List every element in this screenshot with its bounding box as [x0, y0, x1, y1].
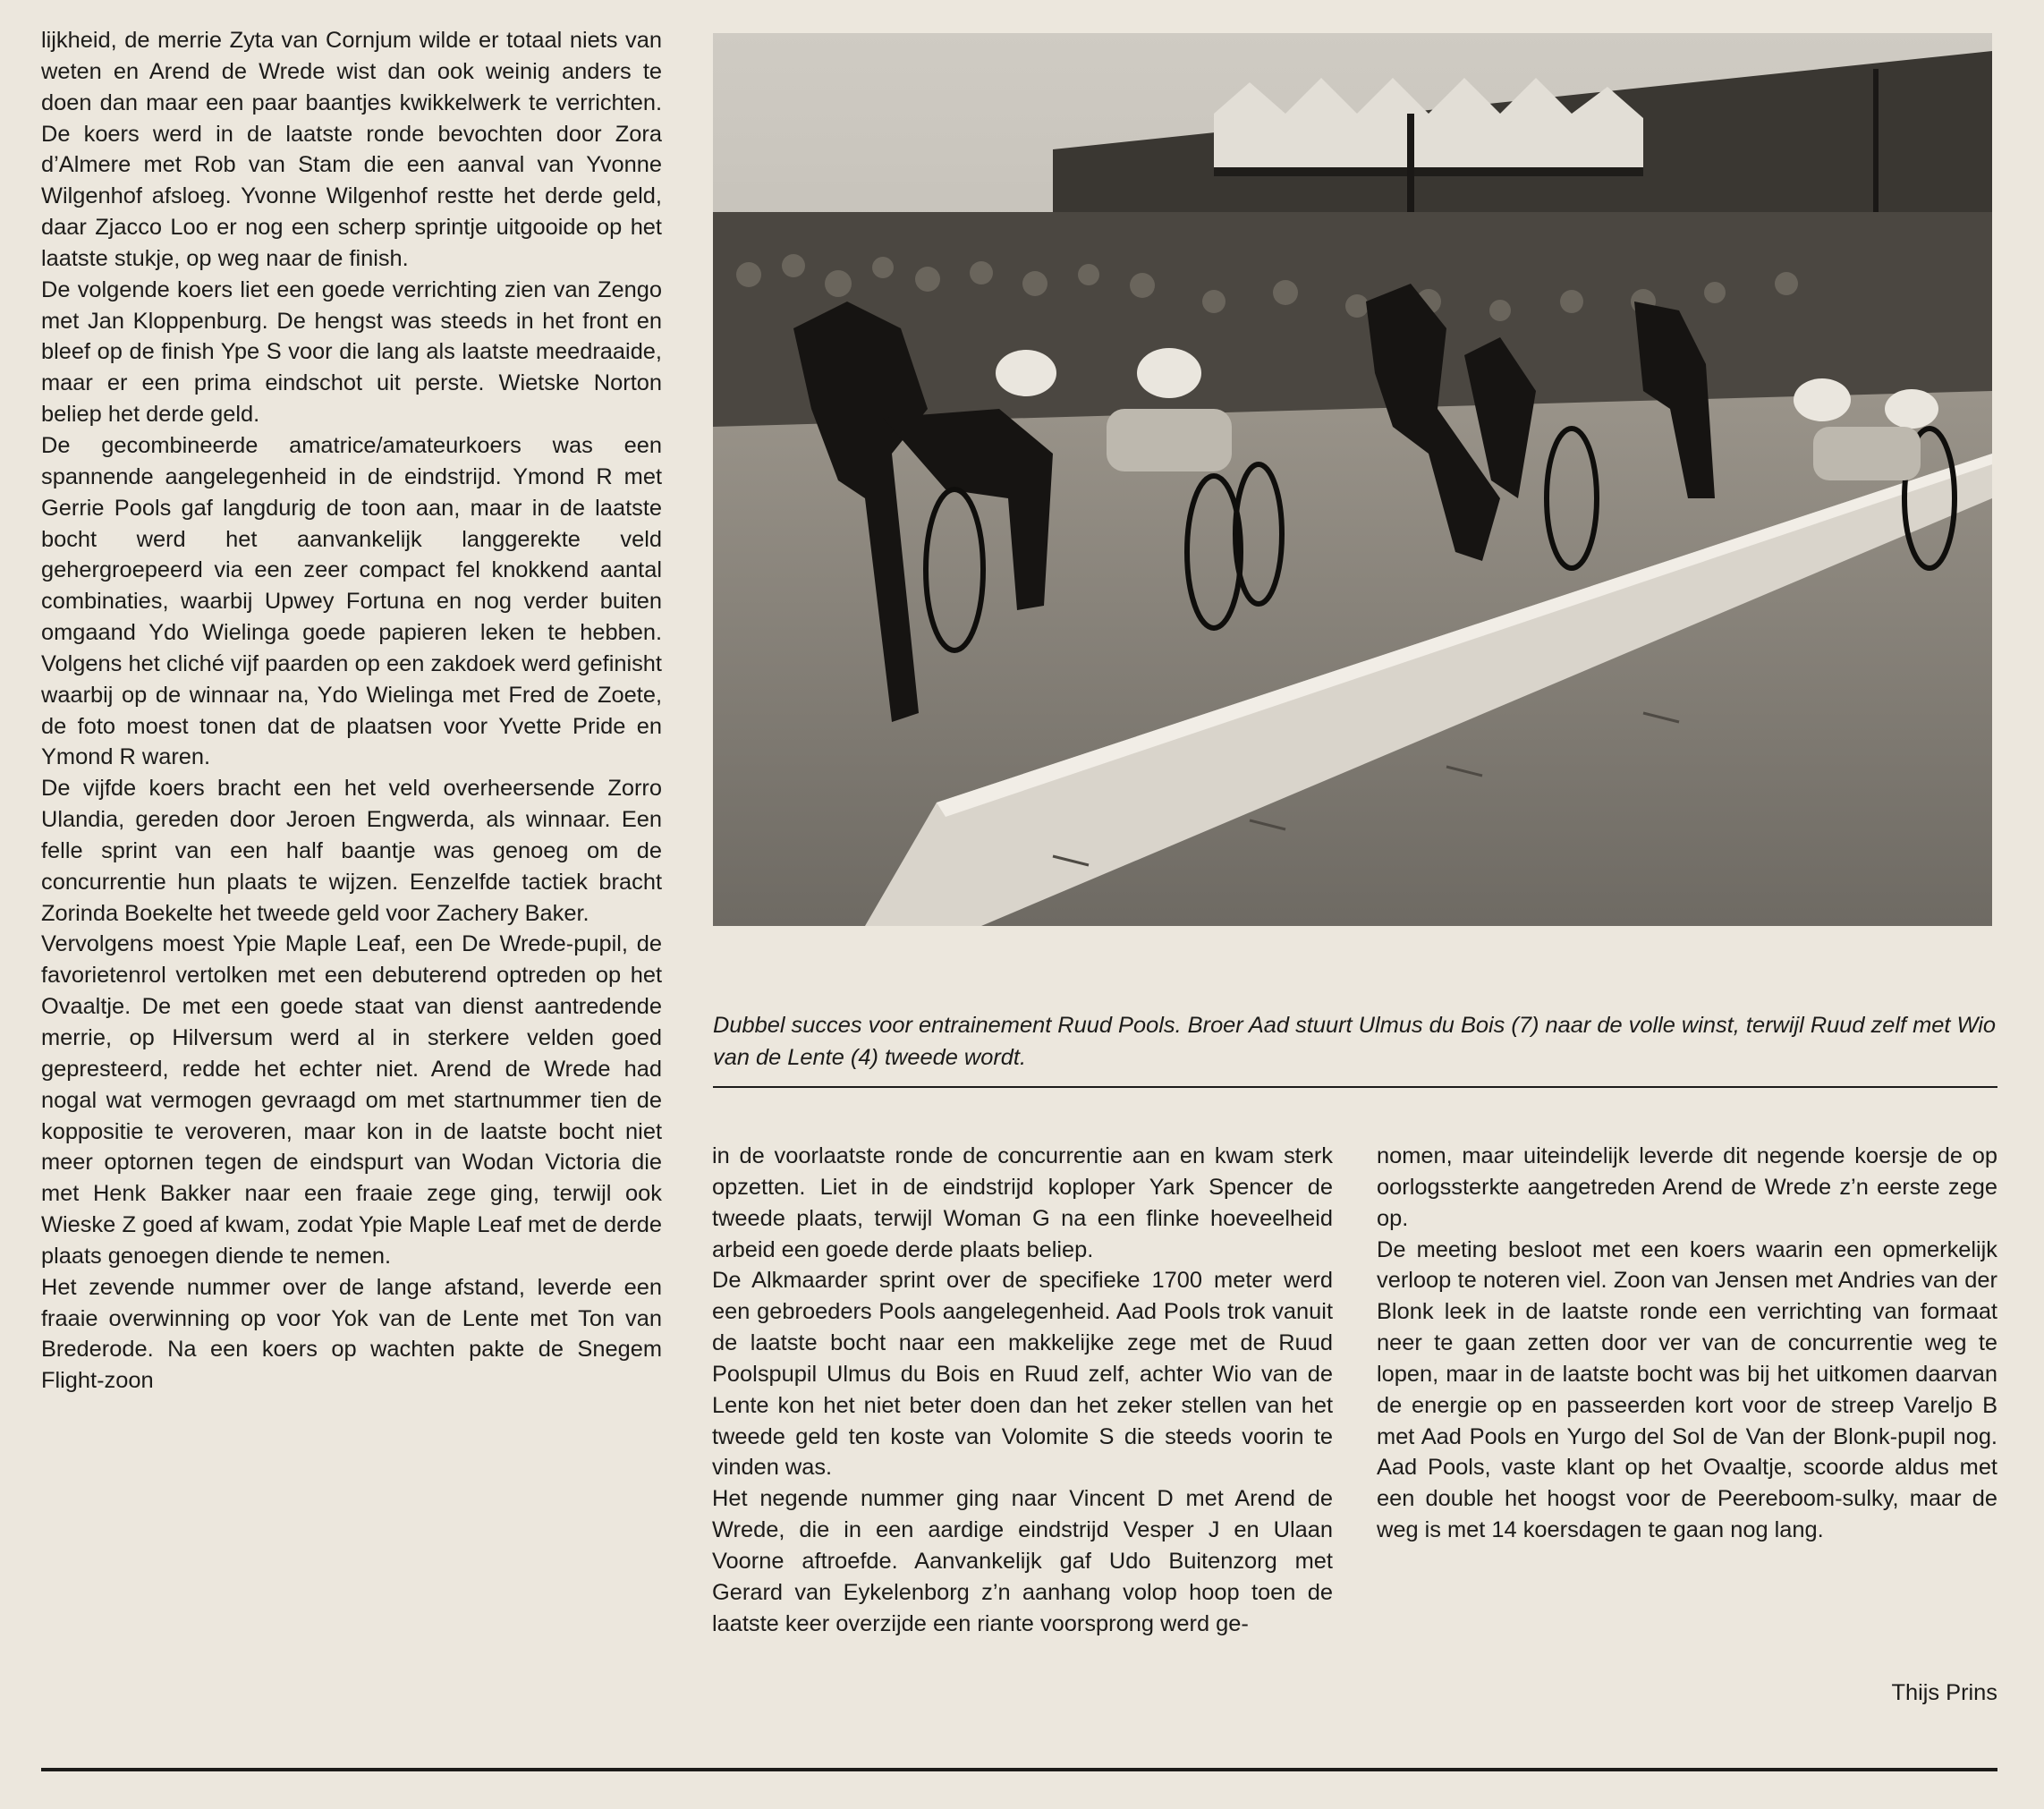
paragraph: De volgende koers liet een goede verrichting zien van Zengo met Jan Kloppenburg. De hengst was steeds in het front en bleef op de finish Ype S voor die lang als laatste meedraaide, maar er een prima eindschot uit perste. Wietske Norton beliep het derde geld. — [41, 276, 662, 428]
paragraph: Vervolgens moest Ypie Maple Leaf, een De Wrede-pupil, de favorietenrol vertolken met een debuterend optreden op het Ovaaltje. De met een goede staat van dienst aantredende merrie, op Hilversum werd al in sterkere velden goed gepresteerd, redde het echter niet. Arend de Wrede had nogal wat vermogen gevraagd om met startnummer tien de koppositie te veroveren, maar kon in de laatste bocht niet meer optornen tegen de eindspurt van Wodan Victoria die met Henk Bakker naar een fraaie zege ging, terwijl ook Wieske Z goed af kwam, zodat Ypie Maple Leaf met de derde plaats genoegen diende te nemen. — [41, 931, 662, 1269]
caption-text: Dubbel succes voor entrainement Ruud Pools. Broer Aad stuurt Ulmus du Bois (7) naar de volle winst, terwijl Ruud zelf met Wio van de Lente (4) tweede wordt. — [713, 1013, 1997, 1070]
paragraph: De meeting besloot met een koers waarin een opmerkelijk verloop te noteren viel. Zoon van Jensen met Andries van der Blonk leek in de laatste ronde een verrichting van formaat neer te gaan zetten door ver van de concurrentie weg te lopen, maar in de laatste bocht was bij het uitkomen daarvan de energie op en passeerden kort voor de streep Vareljo B met Aad Pools en Yurgo del Sol de Van der Blonk-pupil nog. Aad Pools, vaste klant op het Ovaaltje, scoorde aldus met een double het hoogst voor de Peereboom-sulky, maar de weg is met 14 koersdagen te gaan nog lang. — [1377, 1236, 1997, 1543]
article-column-1 — [41, 25, 662, 1397]
paragraph: Het zevende nummer over de lange afstand, leverde een fraaie overwinning op voor Yok van de Lente met Ton van Brederode. Na een koers op wachten pakte de Snegem Flight-zoon — [41, 1274, 662, 1394]
paragraph: lijkheid, de merrie Zyta van Cornjum wilde er totaal niets van weten en Arend de Wrede wist dan ook weinig anders te doen dan maar een paar baantjes kwikkelwerk te verrichten. De koers werd in de laatste ronde bevochten door Zora d’Almere met Rob van Stam die een aanval van Yvonne Wilgenhof afsloeg. Yvonne Wilgenhof restte het derde geld, daar Zjacco Loo er nog een scherp sprintje uitgooide op het laatste stukje, op weg naar de finish. — [41, 28, 662, 271]
paragraph: Het negende nummer ging naar Vincent D met Arend de Wrede, die in een aardige eindstrijd Vesper J en Ulaan Voorne aftroefde. Aanvankelijk gaf Udo Buitenzorg met Gerard van Eykelenborg z’n aanhang volop hoop toen de laatste keer overzijde een riante voorsprong werd ge- — [712, 1486, 1333, 1636]
bottom-rule — [41, 1768, 1997, 1771]
article-column-3 — [1377, 1141, 1997, 1546]
paragraph: De Alkmaarder sprint over de specifieke 1700 meter werd een gebroeders Pools aangelegenheid. Aad Pools trok vanuit de laatste bocht naar een makkelijke zege met de Ruud Poolspupil Ulmus du Bois en Ruud zelf, achter Wio van de Lente kon het niet beter doen dan het zeker stellen van het tweede geld ten koste van Volomite S die steeds voorin te vinden was. — [712, 1268, 1333, 1481]
harness-race-photo — [713, 33, 1992, 926]
paragraph: in de voorlaatste ronde de concurrentie aan en kwam sterk opzetten. Liet in de eindstrijd koploper Yark Spencer de tweede plaats, terwijl Woman G na een flinke hoeveelheid arbeid een goede derde plaats beliep. — [712, 1143, 1333, 1262]
article-column-2 — [712, 1141, 1333, 1640]
photo-caption — [713, 1009, 1997, 1074]
paragraph: De gecombineerde amatrice/amateurkoers was een spannende aangelegenheid in de eindstrijd. Ymond R met Gerrie Pools gaf langdurig de toon aan, maar in de laatste bocht werd het aanvankelijk langgerekte veld gehergroepeerd via een zeer compact fel knokkend aantal combinaties, waarbij Upwey Fortuna en nog verder buiten omgaand Ydo Wielinga goede papieren leken te hebben. Volgens het cliché vijf paarden op een zakdoek werd gefinisht waarbij op de winnaar na, Ydo Wielinga met Fred de Zoete, de foto moest tonen dat de plaatsen voor Yvette Pride en Ymond R waren. — [41, 432, 662, 770]
author-byline: Thijs Prins — [1891, 1680, 1997, 1705]
paragraph: De vijfde koers bracht een het veld overheersende Zorro Ulandia, gereden door Jeroen Engwerda, als winnaar. Een felle sprint van een half baantje was genoeg om de concurrentie hun plaats te wijzen. Eenzelfde tactiek bracht Zorinda Boekelte het tweede geld voor Zachery Baker. — [41, 776, 662, 926]
paragraph: nomen, maar uiteindelijk leverde dit negende koersje de op oorlogssterkte aangetreden Arend de Wrede z’n eerste zege op. — [1377, 1143, 1997, 1231]
caption-rule — [713, 1086, 1997, 1088]
